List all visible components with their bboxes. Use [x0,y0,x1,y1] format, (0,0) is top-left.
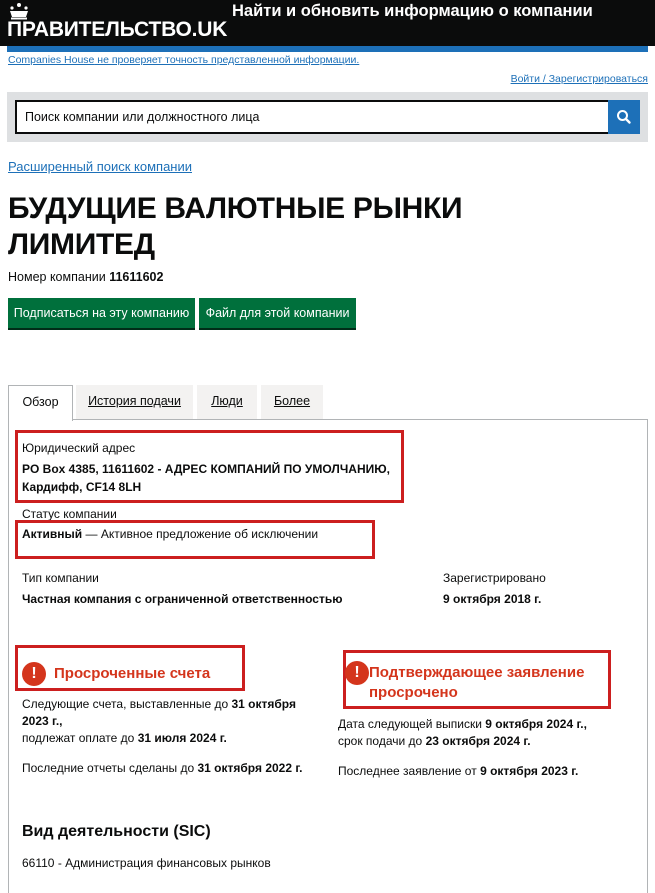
confirmation-due-date: 23 октября 2024 г. [425,734,531,748]
accounts-next [22,696,322,747]
company-status-label: Статус компании [22,507,117,521]
confirmation-due-prefix: срок подачи до [338,734,423,748]
tab-people[interactable]: Люди [197,385,257,419]
site-header [0,0,655,46]
header-accent-bar [7,46,648,52]
warning-icon: ! [22,662,46,686]
confirmation-overdue-title [369,663,584,703]
tab-more[interactable]: Более [261,385,323,419]
confirmation-last [338,763,578,780]
service-name[interactable]: Найти и обновить информацию о компании [232,2,593,20]
company-status-value: Активный [22,527,83,541]
warning-icon: ! [345,661,369,685]
gov-uk-logo[interactable]: ПРАВИТЕЛЬСТВО.UK [7,18,228,41]
accounts-last [22,760,302,777]
confirmation-next-prefix: Дата следующей выписки [338,717,482,731]
accounts-last-prefix: Последние отчеты сделаны до [22,761,195,775]
confirmation-next-date: 9 октября 2024 г., [485,717,587,731]
confirmation-next [338,716,638,750]
registered-address-label: Юридический адрес [22,441,136,455]
accounts-due-date: 31 июля 2024 г. [137,731,227,745]
accounts-due-prefix: подлежат оплате до [22,731,135,745]
search-icon [608,100,640,134]
company-status [22,526,318,543]
company-name: БУДУЩИЕ ВАЛЮТНЫЕ РЫНКИ ЛИМИТЕД [8,192,463,261]
accounts-next-prefix: Следующие счета, выставленные до [22,697,229,711]
company-type-label: Тип компании [22,571,99,585]
search-input[interactable]: Поиск компании или должностного лица [15,100,610,134]
search-bar [7,92,648,142]
incorporated-label: Зарегистрировано [443,571,546,585]
companies-house-link[interactable]: Companies House [8,54,95,66]
search-button[interactable] [608,100,640,134]
accounts-next-date-year: 2023 г., [22,714,63,728]
company-status-detail: — Активное предложение об исключении [82,527,319,541]
disclaimer-text[interactable]: не проверяет точность представленной информации. [94,54,360,66]
company-number [8,270,163,284]
company-number-label: Номер компании [8,270,106,284]
confirmation-last-date: 9 октября 2023 г. [480,764,579,778]
tab-filing-history[interactable]: История подачи [76,385,193,419]
accounts-next-date: 31 октября [231,697,296,711]
confirmation-title-line1: Подтверждающее заявление [369,664,585,681]
company-number-value: 11611602 [109,270,164,284]
disclaimer [8,54,359,66]
sic-item: 66110 - Администрация финансовых рынков [22,856,271,870]
sign-in-link[interactable]: Войти / Зарегистрироваться [510,73,648,85]
tab-overview[interactable]: Обзор [8,385,73,421]
confirmation-title-line2: просрочено [369,684,458,701]
registered-address-line2: Кардифф, CF14 8LH [22,480,142,494]
confirmation-last-prefix: Последнее заявление от [338,764,477,778]
incorporated-value: 9 октября 2018 г. [443,592,542,606]
follow-company-button[interactable]: Подписаться на эту компанию [8,298,195,328]
registered-address-line1: PO Box 4385, 11611602 - АДРЕС КОМПАНИЙ ПО УМОЛЧАНИЮ, [22,462,390,476]
company-type-value: Частная компания с ограниченной ответственностью [22,592,343,606]
file-for-company-button[interactable]: Файл для этой компании [199,298,356,328]
accounts-overdue-title: Просроченные счета [54,665,211,682]
sic-heading: Вид деятельности (SIC) [22,823,211,840]
accounts-last-date: 31 октября 2022 г. [197,761,303,775]
advanced-search-link[interactable]: Расширенный поиск компании [8,159,192,174]
